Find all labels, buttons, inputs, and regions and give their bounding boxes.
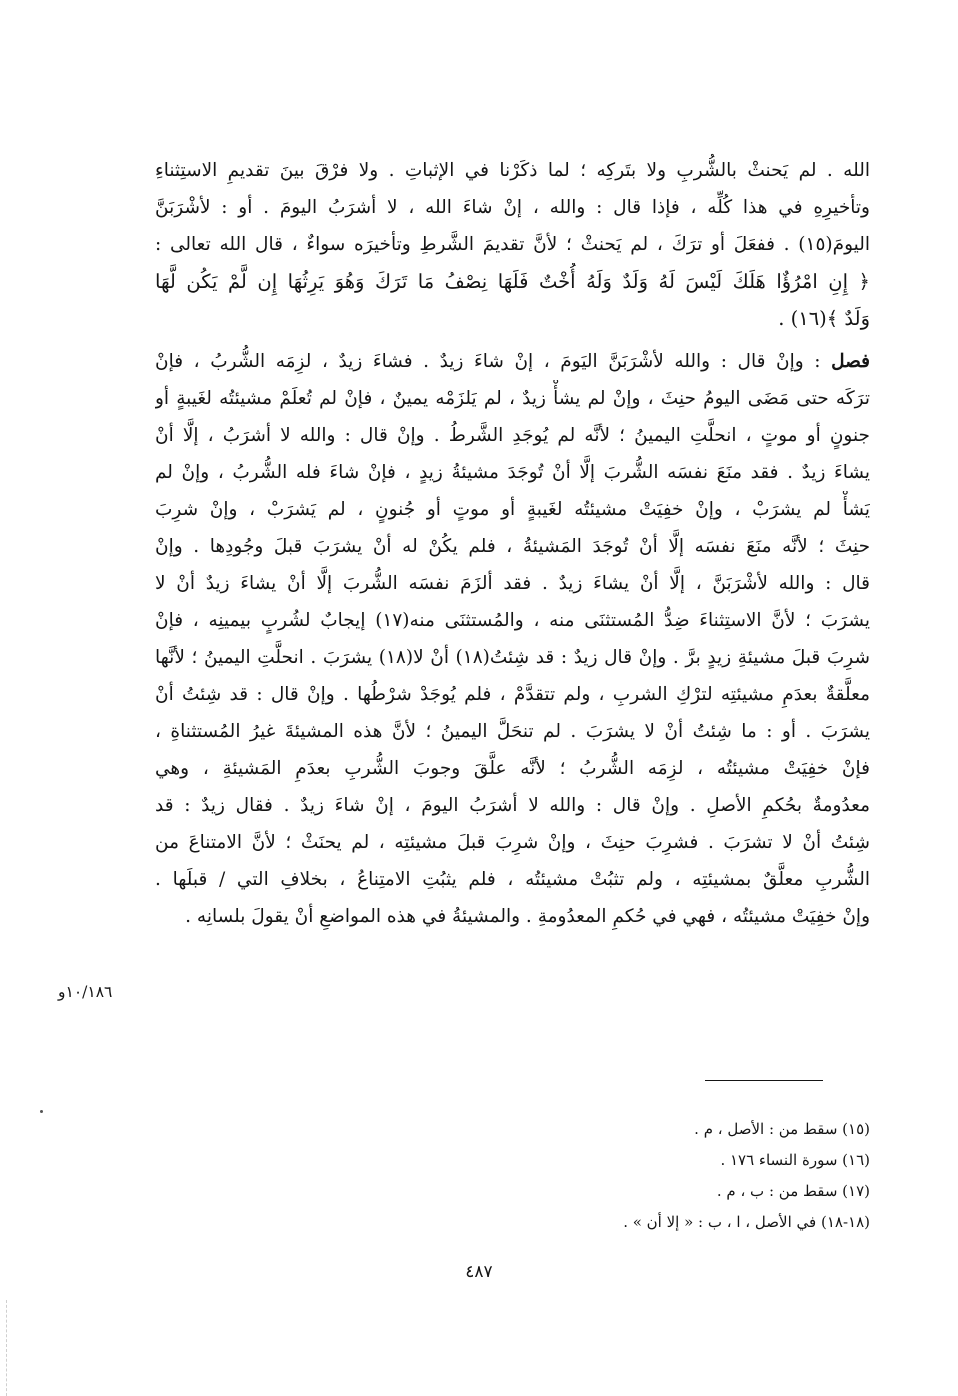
- text-line: يَشأْ لم يشرَبْ ، وإنْ خفِيَتْ مشيئتُه لغَيبةٍ أو موتٍ أو جُنونٍ ، لم يَشرَبْ ، وإنْ شرِبَ: [155, 499, 870, 520]
- text-line: معلَّقةٌ بعدَمِ مشيئتِه لترْكِ الشربِ ، ولم تتقدَّمْ ، فلم يُوجَدْ شرْطُها . وإنْ قال : قد شِئتُ أنْ: [155, 684, 870, 705]
- text-line: معدُومةٌ بحُكمِ الأصلِ . وإنْ قال : والله لا أشرَبُ اليومَ ، إنْ شاءَ زيدٌ . فقال زيدٌ : قد: [155, 795, 870, 816]
- page-number: ٤٨٧: [465, 1262, 493, 1282]
- text-line: شِئتُ أنْ لا تشرَبَ . فشرِبَ حنِثَ ، وإنْ شرِبَ قبلَ مشيئتِه ، لم يحنَثْ ؛ لأنَّ الامتناعَ من: [155, 832, 870, 853]
- text-line: جنونٍ أو موتٍ ، انحلَّتِ اليمينُ ؛ لأنَّه لم يُوجَدِ الشَّرطُ . وإنْ قال : والله لا أشرَبُ ، إلَّا أنْ: [155, 425, 870, 446]
- scan-edge-mark: [6, 1300, 7, 1396]
- section-heading-word: فصل: [831, 351, 870, 372]
- text-line: يشرَبَ . أو : ما شِئتُ أنْ لا يشرَبَ . لم تنحَلَّ اليمينُ ؛ لأنَّ هذه المشيئةَ غيرُ المُستثناةِ ،: [155, 721, 870, 742]
- text-line: قال : والله لأشْرَبَنَّ ، إلَّا أنْ يشاءَ زيدٌ . فقد ألزَمَ نفسَه الشُّربَ إلَّا أنْ يشاءَ زيدٌ أنْ لا: [155, 573, 870, 594]
- text-line: الله . لم يَحنثْ بالشُّربِ ولا بتَركِه ؛ لما ذكَرْنا في الإثباتِ . ولا فرْقَ بينَ تقديمِ الاستِثناءِ: [155, 160, 870, 181]
- text-line: شرِبَ قبلَ مشيئةِ زيدٍ برَّ . وإنْ قال زيدٌ : قد شِئتُ(١٨) أنْ لا(١٨) يشرَبَ . انحلَّتِ اليمينُ ؛ لأنَّها: [155, 647, 870, 668]
- text-line: وتأخيرِهِ في هذا كُلِّه ، فإذا قال : والله ، إنْ شاءَ الله ، لا أشرَبُ اليومَ . أو : لأشْرَبَنَّ: [155, 197, 870, 218]
- footnote: (١٧) سقط من : ب ، م .: [716, 1182, 870, 1200]
- manuscript-folio-note: ١٠/١٨٦و: [58, 983, 113, 1001]
- text-line: يشرَبَ ؛ لأنَّ الاستِثناءَ ضِدُّ المُستثنَى منه ، والمُستثنَى منه(١٧) إيجابٌ لشُربٍ بيمينِه ، فإنْ: [155, 610, 870, 631]
- text-line: وإنْ خفِيَتْ مشيئتُه ، فهي في حُكمِ المعدُومةِ . والمشيئةُ في هذه المواضعِ أنْ يقولَ بلسانِه .: [185, 906, 870, 927]
- stray-dot: [40, 1110, 43, 1113]
- footnote: (١٥) سقط من : الأصل ، م .: [694, 1120, 870, 1138]
- quran-verse-line: وَلَدٌ ﴾(١٦) .: [778, 307, 870, 330]
- text-line: يشاءَ زيدٌ . فقد منَعَ نفسَه الشُّربَ إلَّا أنْ تُوجَدَ مشيئةُ زيدٍ ، فإنْ شاءَ فله الشُّربُ ، وإنْ لم: [155, 462, 870, 483]
- text-line: الشُّربِ معلَّقٌ بمشيئتِه ، ولم تثبُتْ مشيئتُه ، فلم يثبُتِ الامتِناعُ ، بخلافِ التي / قبلَها .: [155, 869, 870, 890]
- text-line: فإنْ خفِيَتْ مشيئتُه ، لزِمَه الشُّربُ ؛ لأنَّه علَّقَ وجوبَ الشُّربِ بعدَمِ المَشيئةِ ، وهي: [155, 758, 870, 779]
- section-heading-line: فصل : وإنْ قال : والله لأشْرَبَنَّ اليَومَ ، إنْ شاءَ زيدٌ . فشاءَ زيدٌ ، لزِمَه الشُّربُ ، فإنْ: [155, 351, 870, 372]
- text-line: حنِثَ ؛ لأنَّه منَعَ نفسَه إلَّا أنْ تُوجَدَ المَشيئةُ ، فلم يكُنْ له أنْ يشرَبَ قبلَ وجُودِها . وإنْ: [155, 536, 870, 557]
- text-line: اليومَ(١٥) . ففعَلَ أو ترَكَ ، لم يَحنثْ ؛ لأنَّ تقديمَ الشَّرطِ وتأخيرَه سواءٌ ، قال الله تعالى :: [155, 234, 870, 255]
- main-text: [155, 152, 870, 935]
- footnote: (١٦) سورة النساء ١٧٦ .: [720, 1151, 870, 1169]
- text-line: ترَكَه حتى مَضَى اليومُ حنِثَ ، وإنْ لم يشأْ زيدٌ ، لم يَلزَمْه يمينٌ ، فإنْ لم تُعلَمْ مشيئتُه لغَيبةٍ أو: [155, 388, 870, 409]
- footnotes: [400, 1114, 870, 1238]
- footnote: (١٨-١٨) في الأصل ، ا ، ب : « إلا أن » .: [623, 1213, 870, 1231]
- quran-verse-line: ﴿ إِنِ امْرُؤٌا هَلَكَ لَيْسَ لَهُ وَلَدٌ وَلَهُ أُخْتٌ فَلَهَا نِصْفُ مَا تَرَكَ وَهُوَ يَرِثُهَا إِن لَّمْ يَكُن لَّهَا: [155, 270, 870, 293]
- footnote-separator: [705, 1080, 823, 1081]
